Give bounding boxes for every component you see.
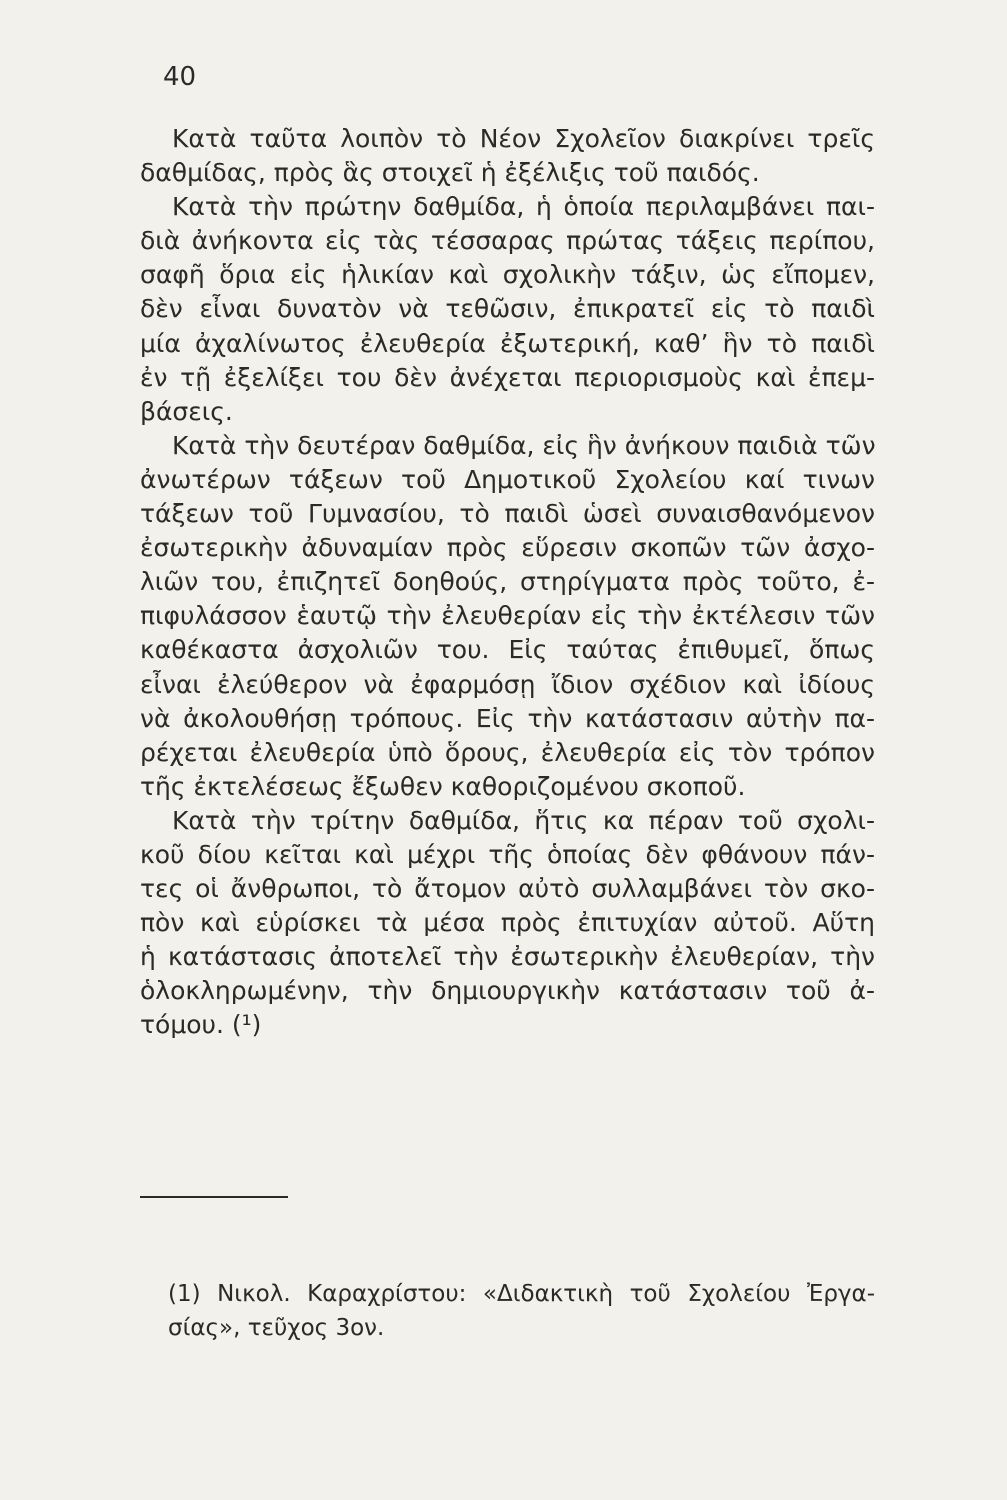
text-line: Κατὰ τὴν τρίτην δαθμίδα, ἥτις κα πέραν τοῦ σχολι- (172, 805, 875, 835)
text-line: δὲν εἶναι δυνατὸν νὰ τεθῶσιν, ἐπικρατεῖ εἰς τὸ παιδὶ (140, 294, 875, 324)
footnote (168, 1277, 875, 1345)
text-line: δαθμίδας, πρὸς ἃς στοιχεῖ ἡ ἐξέλιξις τοῦ παιδός. (140, 158, 760, 188)
text-line: βάσεις. (140, 396, 233, 426)
text-line: Κατὰ ταῦτα λοιπὸν τὸ Νέον Σχολεῖον διακρίνει τρεῖς (172, 124, 875, 153)
text-line: τάξεων τοῦ Γυμνασίου, τὸ παιδὶ ὡσεὶ συναισθανόμενον (140, 499, 875, 529)
paragraph (140, 122, 875, 190)
paragraph (140, 429, 875, 804)
paragraph (140, 804, 875, 1043)
text-line: πιφυλάσσον ἑαυτῷ τὴν ἐλευθερίαν εἰς τὴν ἐκτέλεσιν τῶν (140, 601, 875, 631)
text-line: καθέκαστα ἀσχολιῶν του. Εἰς ταύτας ἐπιθυμεῖ, ὅπως (140, 635, 875, 665)
paragraph (140, 190, 875, 429)
text-line: τόμου. (¹) (140, 1010, 262, 1040)
body-text (140, 122, 875, 1043)
page-number: 40 (163, 62, 197, 92)
text-line: ἐν τῇ ἐξελίξει του δὲν ἀνέχεται περιορισμοὺς καὶ ἐπεμ- (140, 362, 875, 392)
text-line: νὰ ἀκολουθήσῃ τρόπους. Εἰς τὴν κατάστασιν αὐτὴν πα- (140, 703, 875, 733)
text-line: ἀνωτέρων τάξεων τοῦ Δημοτικοῦ Σχολείου καί τινων (140, 464, 875, 494)
text-line: λιῶν του, ἐπιζητεῖ δοηθούς, στηρίγματα πρὸς τοῦτο, ἐ- (140, 567, 875, 597)
footnote-line: (1) Νικολ. Καραχρίστου: «Διδακτικὴ τοῦ Σχολείου Ἐργα- (168, 1281, 875, 1307)
text-line: ὁλοκληρωμένην, τὴν δημιουργικὴν κατάστασιν τοῦ ἀ- (140, 976, 875, 1006)
footnote-divider (140, 1196, 288, 1198)
text-line: ἐσωτερικὴν ἀδυναμίαν πρὸς εὕρεσιν σκοπῶν τῶν ἀσχο- (140, 533, 875, 563)
text-line: Κατὰ τὴν πρώτην δαθμίδα, ἡ ὁποία περιλαμβάνει παι- (172, 192, 875, 222)
text-line: ἡ κατάστασις ἀποτελεῖ τὴν ἐσωτερικὴν ἐλευθερίαν, τὴν (140, 942, 875, 972)
text-line: τῆς ἐκτελέσεως ἔξωθεν καθοριζομένου σκοποῦ. (140, 771, 746, 801)
text-line: Κατὰ τὴν δευτέραν δαθμίδα, εἰς ἣν ἀνήκουν παιδιὰ τῶν (172, 430, 876, 460)
text-line: εἶναι ἐλεύθερον νὰ ἐφαρμόσῃ ἴδιον σχέδιον καὶ ἰδίους (140, 669, 875, 699)
text-line: μία ἀχαλίνωτος ἐλευθερία ἐξωτερική, καθ’ ἣν τὸ παιδὶ (140, 328, 875, 358)
text-line: κοῦ δίου κεῖται καὶ μέχρι τῆς ὁποίας δὲν φθάνουν πάν- (140, 839, 875, 869)
text-line: πὸν καὶ εὑρίσκει τὰ μέσα πρὸς ἐπιτυχίαν αὐτοῦ. Αὕτη (140, 908, 875, 938)
footnote-line: σίας», τεῦχος 3ον. (168, 1315, 385, 1341)
text-line: σαφῆ ὅρια εἰς ἡλικίαν καὶ σχολικὴν τάξιν, ὡς εἴπομεν, (140, 260, 875, 290)
text-line: ρέχεται ἐλευθερία ὑπὸ ὅρους, ἐλευθερία εἰς τὸν τρόπον (140, 737, 875, 767)
text-line: διὰ ἀνήκοντα εἰς τὰς τέσσαρας πρώτας τάξεις περίπου, (140, 226, 875, 256)
text-line: τες οἱ ἄνθρωποι, τὸ ἄτομον αὐτὸ συλλαμβάνει τὸν σκο- (140, 874, 875, 904)
